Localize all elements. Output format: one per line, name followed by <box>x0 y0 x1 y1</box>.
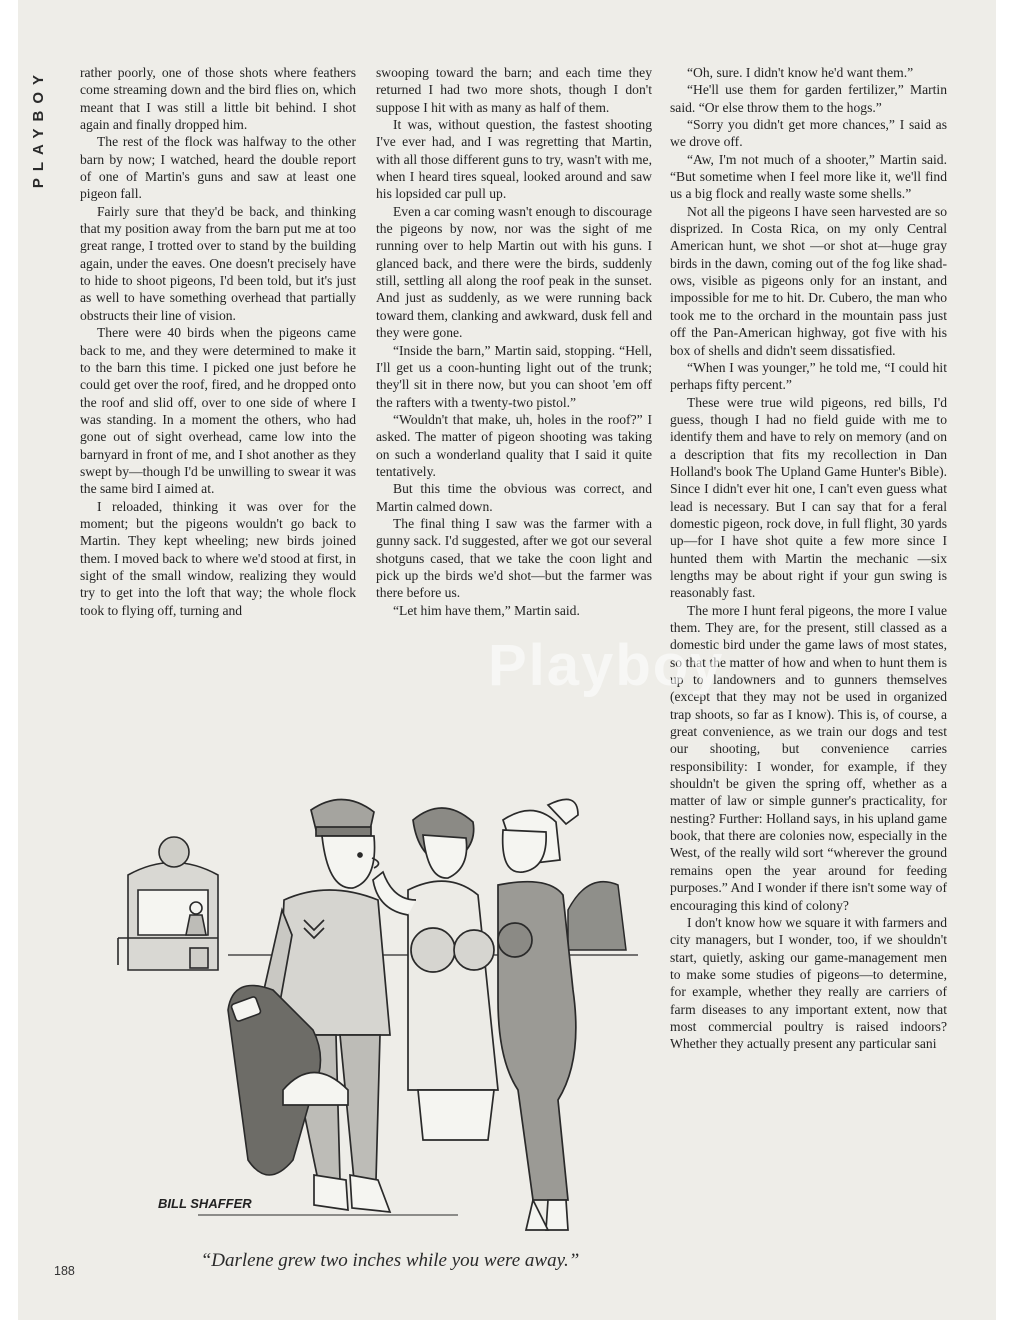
article-paragraph: These were true wild pigeons, red bills, I'd guess, though I had no field guide with me to identify them and have to rely on memory (and on a description that fits my recollection in Dan Holland's book The Upland Game Hunter's Bible). Since I didn't ever hit one, I can't even guess what lead is necessary. But I can say that for a feral domestic pigeon, rock dove, in full flight, 30 yards up—for I have shot quite a few more since I hunted them with Martin the mechanic —six lengths may be about right if your gun swing is reasonably fast. <box>670 394 947 601</box>
article-paragraph: Fairly sure that they'd be back, and thinking that my position away from the barn put me at too great range, I trotted over to stand by the building again, under the eaves. One doesn't precisely have to hide to shoot pigeons, I'd been told, but it's just as well to have something overhead that partially obstructs their line of vision. <box>80 203 356 323</box>
article-paragraph: Even a car coming wasn't enough to discourage the pigeons by now, nor was the sight of me running over to help Martin out with his guns. I glanced back, and there were the birds, suddenly still, settling all along the roof peak in the sunset. And just as suddenly, as we were running back toward them, clanking and awkward, dusk fell and they were gone. <box>376 203 652 341</box>
article-paragraph: There were 40 birds when the pigeons came back to me, and they were determined to make it to the barn this time. I picked one just before he could get over the roof, fired, and he dropped onto the roof and slid off, over to one side of where I was standing. In a moment the others, who had gone out of sight overhead, came low into the barnyard in front of me, and I shot another as they swept by—though I'd be unwilling to swear it was the same bird I aimed at. <box>80 325 356 497</box>
text-column-3 <box>670 64 947 1053</box>
article-paragraph: I reloaded, thinking it was over for the moment; but the pigeons wouldn't go back to Martin. They kept wheeling; new birds joined them. I moved back to where we'd stood at first, in sight of the small window, realizing they would try to get into the loft that way; the whole flock took to flying off, turning and <box>80 498 356 618</box>
cartoon-caption: “Darlene grew two inches while you were away.” <box>200 1250 580 1271</box>
magazine-page <box>18 0 996 1320</box>
article-paragraph: It was, without question, the fastest shooting I've ever had, and I was regretting that Martin, with all those different guns to try, wasn't with me, when I heard tires squeal, looked around and saw his lopsided car pull up. <box>376 117 652 202</box>
text-column-2 <box>376 64 652 619</box>
watermark: Playboy <box>488 633 725 698</box>
daughter-figure <box>498 799 578 1230</box>
article-paragraph: I don't know how we square it with farmers and city managers, but I wonder, too, if we shouldn't start, quietly, asking our game-management men to make some studies of pigeons—to determine, for example, whether they really are carriers of farm diseases to any important extent, now that most commercial poultry is raised indoors? Whether they actually present any particular sani <box>670 914 947 1052</box>
article-paragraph: The rest of the flock was halfway to the other barn by now; I watched, heard the double report of one of Martin's guns and saw at least one pigeon fall. <box>80 134 356 202</box>
article-paragraph: rather poorly, one of those shots where feathers come streaming down and the bird flies on, which meant that I was still a little bit behind. I shot again and finally dropped him. <box>80 65 356 133</box>
ticket-booth <box>118 837 218 970</box>
cartoon-illustration <box>78 760 658 1250</box>
mother-figure <box>373 808 498 1140</box>
article-paragraph: “Wouldn't that make, uh, holes in the roof?” I asked. The matter of pigeon shooting was taking on such a wonderland quality that I said it quite tentatively. <box>376 411 652 479</box>
article-paragraph: “Inside the barn,” Martin said, stopping. “Hell, I'll get us a coon-hunting light out of the trunk; they'll sit in there now, but you can shoot 'em off the rafters with a twenty-two pistol.” <box>376 342 652 410</box>
article-paragraph: But this time the obvious was correct, and Martin calmed down. <box>376 481 652 514</box>
article-paragraph: Not all the pigeons I have seen harvested are so disprized. In Costa Rica, on my only Central American hunt, we shot —or shot at—huge gray birds in the dawn, coming out of the fog like shadows, visible as pigeons only for an instant, and impossible for me to hit. Dr. Cubero, the man who took me to the orchard in the mountain pass just off the Pan-American highway, got five with his box of shells and didn't seem dissatisfied. <box>670 203 947 358</box>
article-paragraph: “Oh, sure. I didn't know he'd want them.” <box>687 65 914 80</box>
page-number: 188 <box>54 1264 75 1278</box>
article-paragraph: swooping toward the barn; and each time they returned I had two more shots, though I don't suppose I hit with as many as half of them. <box>376 65 652 115</box>
article-paragraph: The more I hunt feral pigeons, the more I value them. They are, for the present, still classed as a domestic bird under the game laws of most states, so that the matter of how and when to hunt them is up to landowners and to gunners themselves (except that they may not be used in organized trap shoots, so far as I know). This is, of course, a great convenience, as we train our dogs and test our shooting, but convenience carries responsibility: I wonder, for example, if they shouldn't be given the spring off, whether as a matter of law or simple gunner's practicality, for nesting? Further: Holland says, in his upland game book, that there are colonies now, especially in the West, of the really wild sort “wherever the ground remains open the year around for feeding purposes.” And I wonder if there isn't some way of encouraging this kind of colony? <box>670 602 947 913</box>
article-paragraph: “Aw, I'm not much of a shooter,” Martin said. “But sometime when I feel more like it, we'll find us a big flock and really waste some shells.” <box>670 151 947 202</box>
artist-signature: BILL SHAFFER <box>158 1196 252 1211</box>
article-paragraph: “When I was younger,” he told me, “I could hit perhaps fifty percent.” <box>670 359 947 393</box>
magazine-name-vertical: PLAYBOY <box>30 68 47 189</box>
text-column-1 <box>80 64 356 619</box>
article-paragraph: “Let him have them,” Martin said. <box>393 602 580 618</box>
article-paragraph: The final thing I saw was the farmer with a gunny sack. I'd suggested, after we got our several shotguns cased, that we take the coon light and pick up the birds we'd shot—but the farmer was there before us. <box>376 515 652 601</box>
article-paragraph: “Sorry you didn't get more chances,” I said as we drove off. <box>670 117 947 150</box>
article-paragraph: “He'll use them for garden fertilizer,” Martin said. “Or else throw them to the hogs.” <box>670 82 947 115</box>
